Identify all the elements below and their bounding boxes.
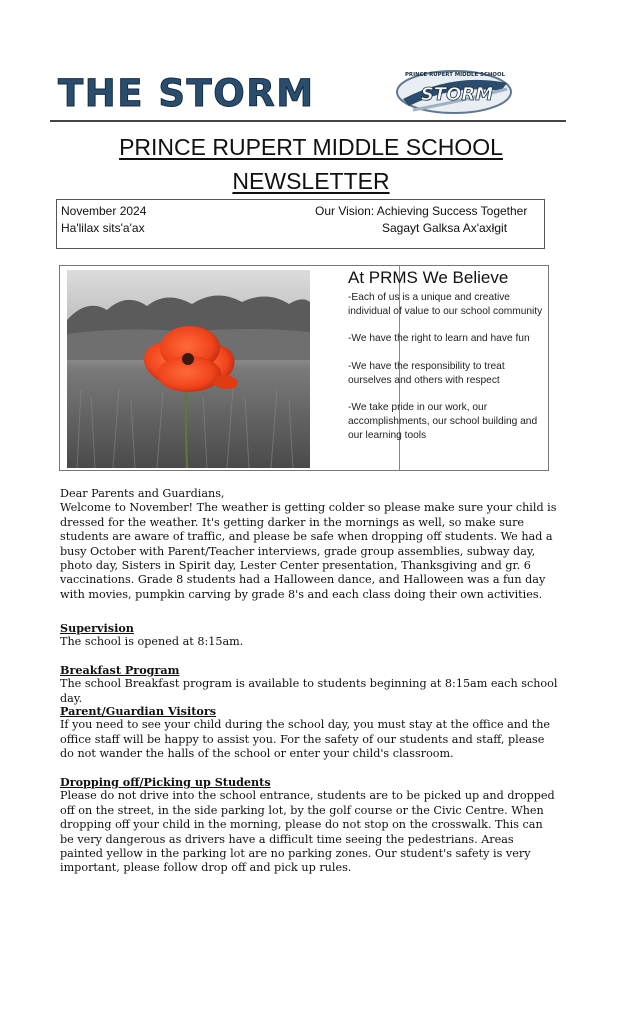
section-breakfast-program	[60, 663, 560, 706]
issue-date-translation: Ha'lilax sits'a'ax	[61, 221, 145, 235]
section-body: If you need to see your child during the school day, you must stay at the office and the office staff will be happy to assist you. For the safety of our students and staff, please do not wander the halls of the school or enter your child's classroom.	[60, 718, 551, 761]
storm-logo	[395, 66, 513, 118]
red-poppy-photo	[67, 270, 310, 468]
section-heading: Dropping off/Picking up Students	[60, 775, 271, 789]
section-body: Please do not drive into the school entrance, students are to be picked up and dropped off on the street, in the side parking lot, by the golf course or the Civic Centre. When dropping off your child in the morning, please do not stop on the crosswalk. This can be very dangerous as drivers have a difficult time seeing the pedestrians. Areas painted yellow in the parking lot are no parking zones. Our student's safety is very important, please follow drop off and pick up rules.	[60, 789, 555, 875]
date-vision-box	[56, 199, 545, 249]
beliefs-panel	[59, 265, 549, 471]
newsletter-masthead-title: THE STORM	[58, 72, 315, 115]
section-heading: Breakfast Program	[60, 663, 180, 677]
beliefs-heading: At PRMS We Believe	[348, 268, 509, 287]
school-vision: Our Vision: Achieving Success Together	[315, 204, 528, 218]
section-body: The school Breakfast program is available to students beginning at 8:15am each school day.	[60, 677, 558, 705]
school-name-title: PRINCE RUPERT MIDDLE SCHOOL	[119, 134, 503, 160]
section-heading: Supervision	[60, 621, 134, 635]
section-supervision	[60, 621, 560, 650]
issue-date: November 2024	[61, 204, 147, 218]
section-parent-visitors	[60, 704, 560, 762]
section-heading: Parent/Guardian Visitors	[60, 704, 217, 718]
letter-body: Welcome to November! The weather is getting colder so please make sure your child is dressed for the weather. It's getting darker in the mornings as well, so make sure students are aware of traffic, and please be safe when dropping off students. We had a busy October with Parent/Teacher interviews, grade group assemblies, subway day, photo day, Sisters in Spirit day, Lester Center presentation, Thanksgiving and gr. 6 vaccinations. Grade 8 students had a Halloween dance, and Halloween was a fun day with movies, pumpkin carving by grade 8's and each class doing their own activities.	[60, 501, 557, 601]
school-vision-translation: Sagayt Galksa Ax'axłgit	[382, 221, 508, 235]
section-dropoff-pickup	[60, 775, 560, 876]
beliefs-list	[348, 291, 546, 457]
belief-item: -We take pride in our work, our accomplishments, our school building and our learning tools	[348, 402, 538, 442]
logo-top-text: PRINCE RUPERT MIDDLE SCHOOL	[404, 72, 506, 78]
belief-item: -Each of us is a unique and creative individual of value to our school community	[348, 292, 543, 318]
letter-block	[60, 487, 560, 602]
letter-greeting: Dear Parents and Guardians,	[60, 487, 225, 500]
belief-item: -We have the right to learn and have fun	[348, 333, 530, 345]
section-body: The school is opened at 8:15am.	[60, 635, 244, 649]
logo-main-text: STORM	[420, 84, 494, 105]
belief-item: -We have the responsibility to treat ourselves and others with respect	[348, 360, 505, 386]
masthead-rule	[50, 120, 566, 122]
newsletter-title: NEWSLETTER	[232, 168, 390, 194]
